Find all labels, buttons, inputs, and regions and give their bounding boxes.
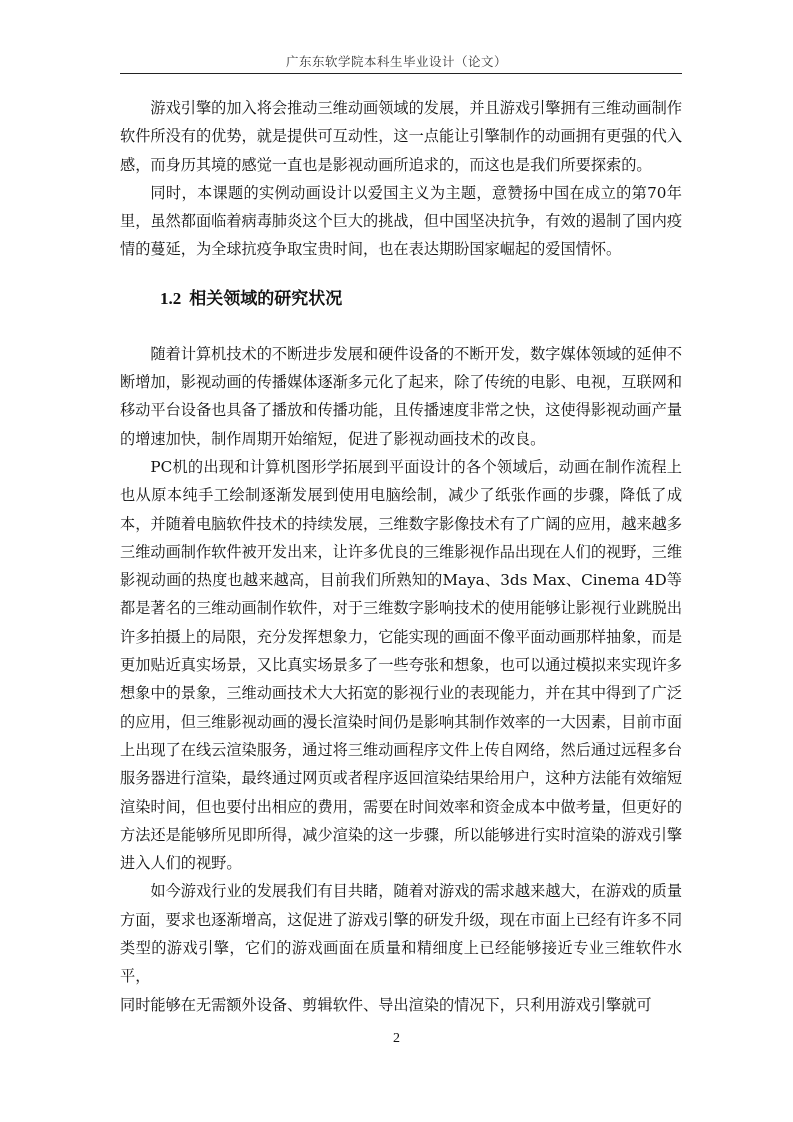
body-paragraph: 随着计算机技术的不断进步发展和硬件设备的不断开发，数字媒体领域的延伸不断增加，影视动画的传播媒体逐渐多元化了起来，除了传统的电影、电视，互联网和移动平台设备也具备了播放和传播功能，且传播速度非常之快，这使得影视动画产量的增速加快，制作周期开始缩短，促进了影视动画技术的改良。 [120, 344, 682, 448]
header-divider [120, 73, 682, 74]
body-paragraph: 游戏引擎的加入将会推动三维动画领域的发展，并且游戏引擎拥有三维动画制作软件所没有的优势，就是提供可互动性，这一点能让引擎制作的动画拥有更强的代入感，而身历其境的感觉一直也是影视动画所追求的，而这也是我们所要探索的。 [120, 99, 682, 174]
body-paragraph: PC机的出现和计算机图形学拓展到平面设计的各个领域后，动画在制作流程上也从原本纯手工绘制逐渐发展到使用电脑绘制，减少了纸张作画的步骤，降低了成本，并随着电脑软件技术的持续发展，三维数字影像技术有了广阔的应用，越来越多三维动画制作软件被开发出来，让许多优良的三维影视作品出现在人们的视野，三维影视动画的热度也越来越高，目前我们所熟知的Maya、3ds Max、Cinema 4D等都是著名的三维动画制作软件，对于三维数字影响技术的使用能够让影视行业跳脱出许多拍摄上的局限，充分发挥想象力，它能实现的画面不像平面动画那样抽象，而是更加贴近真实场景，又比真实场景多了一些夸张和想象，也可以通过模拟来实现许多想象中的景象，三维动画技术大大拓宽的影视行业的表现能力，并在其中得到了广泛的应用，但三维影视动画的漫长渲染时间仍是影响其制作效率的一大因素，目前市面上出现了在线云渲染服务，通过将三维动画程序文件上传自网络，然后通过远程多台服务器进行渲染，最终通过网页或者程序返回渲染结果给用户，这种方法能有效缩短渲染时间，但也要付出相应的费用，需要在时间效率和资金成本中做考量，但更好的方法还是能够所见即所得，减少渲染的这一步骤，所以能够进行实时渲染的游戏引擎进入人们的视野。 [120, 457, 682, 873]
running-header: 广东东软学院本科生毕业设计（论文） [285, 54, 507, 69]
body-paragraph: 同时，本课题的实例动画设计以爱国主义为主题，意赞扬中国在成立的第70年里，虽然都面临着病毒肺炎这个巨大的挑战，但中国坚决抗争，有效的遏制了国内疫情的蔓延，为全球抗疫争取宝贵时间，也在表达期盼国家崛起的爱国情怀。 [120, 183, 682, 259]
page-number: 2 [393, 1031, 400, 1046]
section-title: 相关领域的研究状况 [189, 288, 343, 309]
section-number: 1.2 [160, 288, 182, 308]
section-heading [160, 284, 682, 314]
page-body [120, 94, 682, 1019]
body-paragraph: 如今游戏行业的发展我们有目共睹，随着对游戏的需求越来越大，在游戏的质量方面，要求也逐渐增高，这促进了游戏引擎的研发升级，现在市面上已经有许多不同类型的游戏引擎，它们的游戏画面在质量和精细度上已经能够接近专业三维软件水平， [120, 882, 682, 986]
body-paragraph: 同时能够在无需额外设备、剪辑软件、导出渲染的情况下，只利用游戏引擎就可 [120, 995, 652, 1014]
